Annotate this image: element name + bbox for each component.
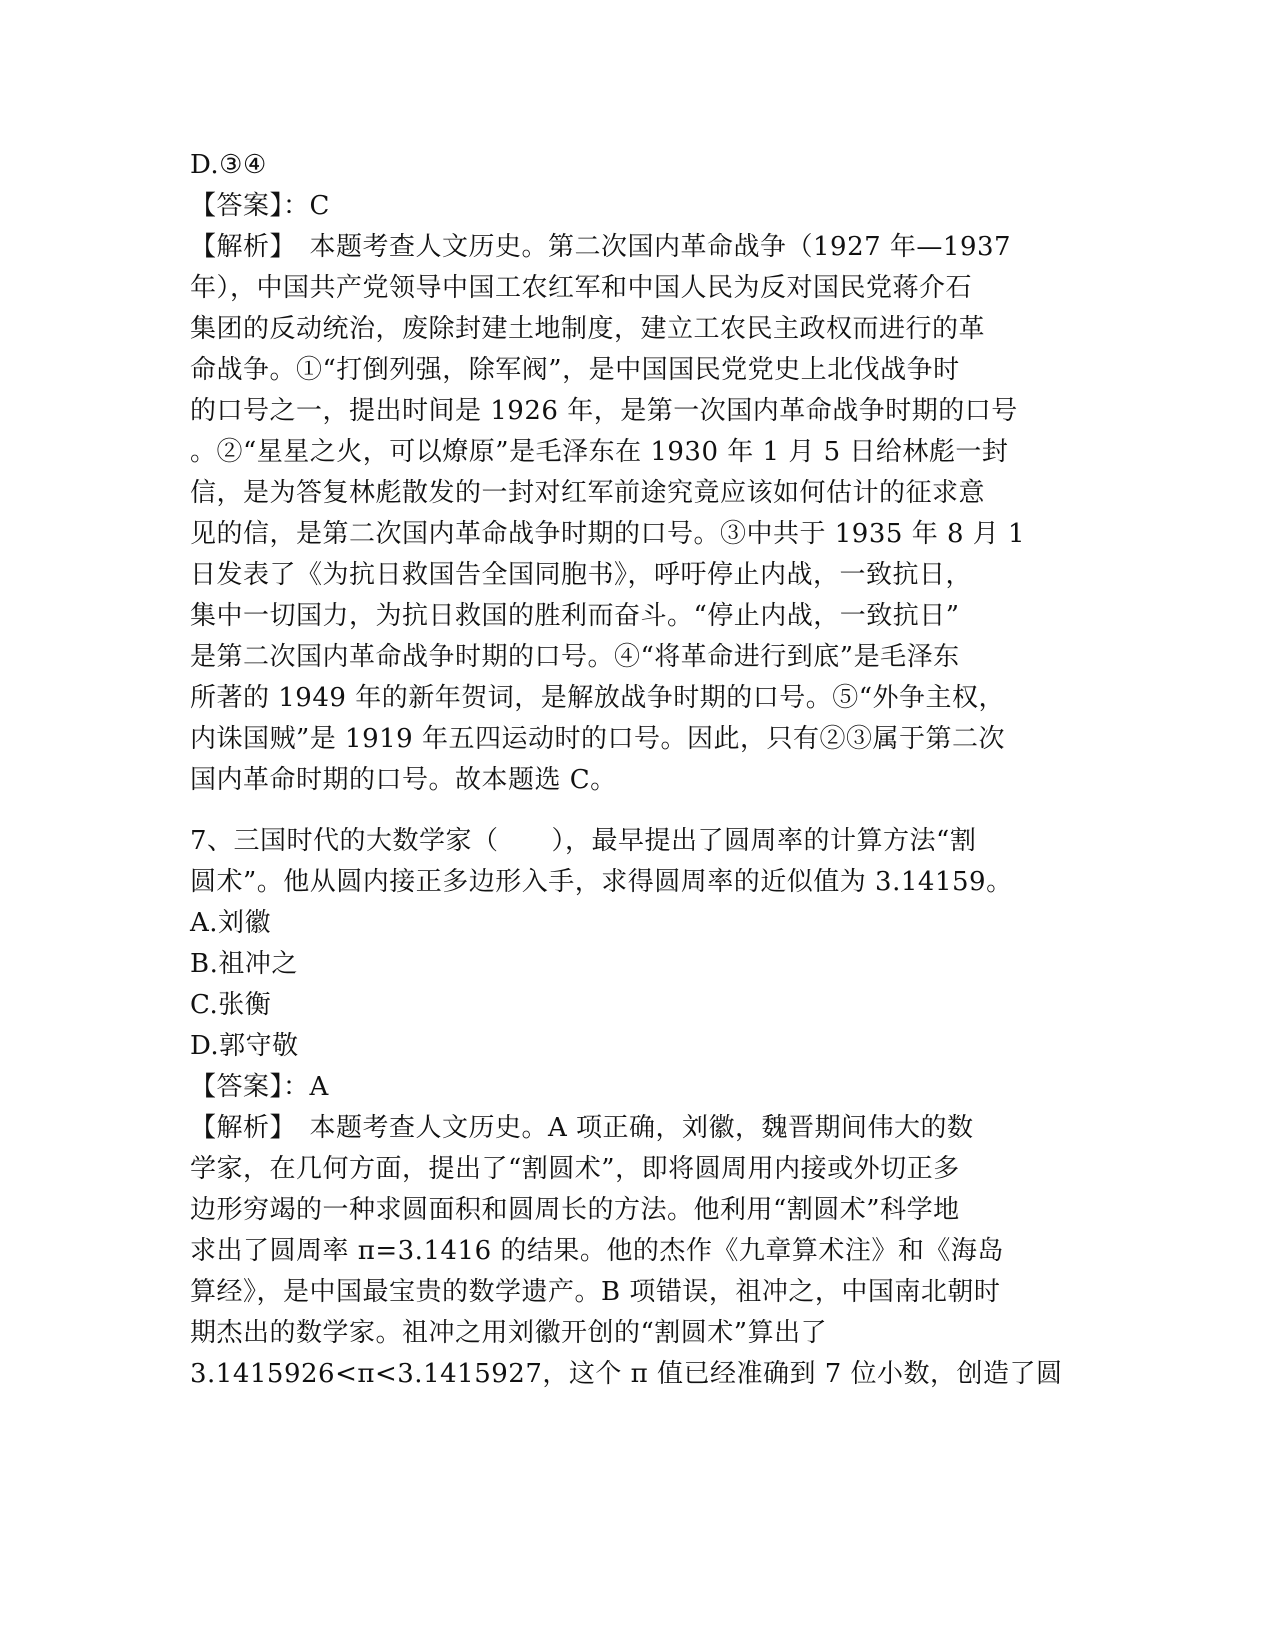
analysis-line: 3.1415926<π<3.1415927，这个 π 值已经准确到 7 位小数，创造了圆 xyxy=(190,1359,1063,1389)
analysis-line: 集团的反动统治，废除封建土地制度，建立工农民主政权而进行的革 xyxy=(190,314,986,344)
analysis-line: 集中一切国力，为抗日救国的胜利而奋斗。“停止内战，一致抗日” xyxy=(190,601,960,631)
analysis-line: 求出了圆周率 π=3.1416 的结果。他的杰作《九章算术注》和《海岛 xyxy=(190,1236,1004,1266)
analysis-line: 日发表了《为抗日救国告全国同胞书》，呼吁停止内战，一致抗日， xyxy=(190,560,973,590)
analysis-line: 见的信，是第二次国内革命战争时期的口号。③中共于 1935 年 8 月 1 xyxy=(190,519,1026,549)
question-line: 7、三国时代的大数学家（ ），最早提出了圆周率的计算方法“割 xyxy=(190,826,977,856)
option-c-line: C.张衡 xyxy=(190,990,272,1020)
analysis-line: 算经》，是中国最宝贵的数学遗产。B 项错误，祖冲之，中国南北朝时 xyxy=(190,1277,1001,1307)
option-a-line: A.刘徽 xyxy=(190,908,272,938)
answer-line: 【答案】：A xyxy=(190,1072,329,1102)
analysis-line: 命战争。①“打倒列强，除军阀”，是中国国民党党史上北伐战争时 xyxy=(190,355,960,385)
analysis-line: 【解析】 本题考查人文历史。第二次国内革命战争（1927 年—1937 xyxy=(190,232,1012,262)
analysis-line: 。②“星星之火，可以燎原”是毛泽东在 1930 年 1 月 5 日给林彪一封 xyxy=(190,437,1009,467)
analysis-line: 期杰出的数学家。祖冲之用刘徽开创的“割圆术”算出了 xyxy=(190,1318,828,1348)
answer-line: 【答案】：C xyxy=(190,191,330,221)
analysis-line: 国内革命时期的口号。故本题选 C。 xyxy=(190,765,617,795)
analysis-line: 所著的 1949 年的新年贺词，是解放战争时期的口号。⑤“外争主权， xyxy=(190,683,1005,713)
option-d-line: D.郭守敬 xyxy=(190,1031,299,1061)
option-b-line: B.祖冲之 xyxy=(190,949,298,979)
question-line: 圆术”。他从圆内接正多边形入手，求得圆周率的近似值为 3.14159。 xyxy=(190,867,1013,897)
option-d-line: D.③④ xyxy=(190,150,267,180)
analysis-line: 信，是为答复林彪散发的一封对红军前途究竟应该如何估计的征求意 xyxy=(190,478,986,508)
analysis-line: 年），中国共产党领导中国工农红军和中国人民为反对国民党蒋介石 xyxy=(190,273,973,303)
analysis-line: 边形穷竭的一种求圆面积和圆周长的方法。他利用“割圆术”科学地 xyxy=(190,1195,960,1225)
analysis-line: 学家，在几何方面，提出了“割圆术”，即将圆周用内接或外切正多 xyxy=(190,1154,960,1184)
analysis-line: 【解析】 本题考查人文历史。A 项正确，刘徽，魏晋期间伟大的数 xyxy=(190,1113,974,1143)
analysis-line: 内诛国贼”是 1919 年五四运动时的口号。因此，只有②③属于第二次 xyxy=(190,724,1005,754)
analysis-line: 是第二次国内革命战争时期的口号。④“将革命进行到底”是毛泽东 xyxy=(190,642,960,672)
analysis-line: 的口号之一，提出时间是 1926 年，是第一次国内革命战争时期的口号 xyxy=(190,396,1018,426)
